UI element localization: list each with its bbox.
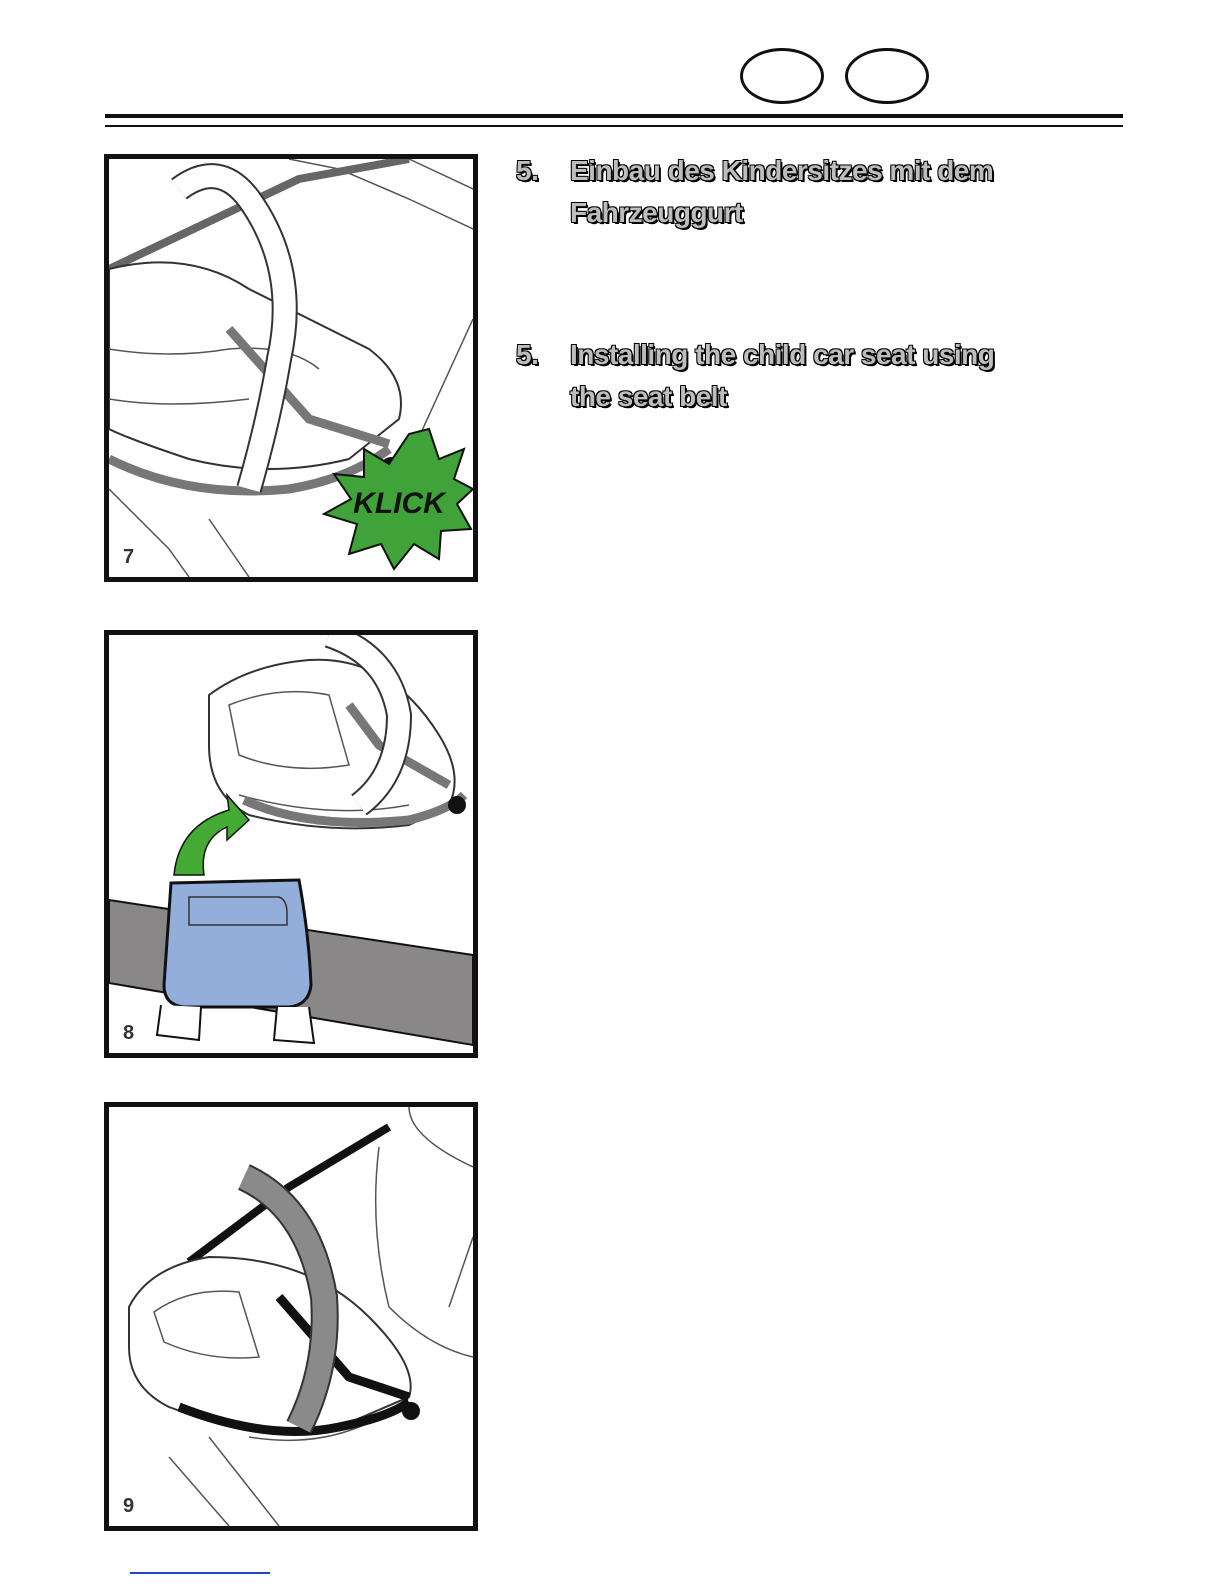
figure-7-panel [104,154,478,582]
heading-german-number: 5. [516,155,539,186]
klick-label: KLICK [353,487,445,520]
heading-english-line1: Installing the child car seat using [570,339,995,370]
figure-7-illustration [109,159,473,577]
heading-english-line2: the seat belt [570,381,727,412]
language-badge-1 [740,48,824,104]
figure-8-number: 8 [123,1022,135,1044]
figure-9-panel [104,1102,478,1531]
lift-arrow [174,795,249,875]
isofix-base [164,880,311,1007]
figure-8-illustration [109,635,473,1053]
header-rule-thick [105,114,1123,118]
figure-7-number: 7 [123,546,135,568]
heading-german-line1: Einbau des Kindersitzes mit dem [570,155,994,186]
heading-german [516,150,1076,234]
header-rule-thin [105,125,1123,127]
heading-english [516,334,1076,418]
language-badge-2 [845,48,929,104]
heading-english-number: 5. [516,339,539,370]
heading-german-line2: Fahrzeuggurt [570,197,743,228]
footer-link-underline [130,1572,270,1574]
figure-8-panel [104,630,478,1058]
figure-9-illustration [109,1107,473,1526]
figure-9-number: 9 [123,1495,135,1517]
